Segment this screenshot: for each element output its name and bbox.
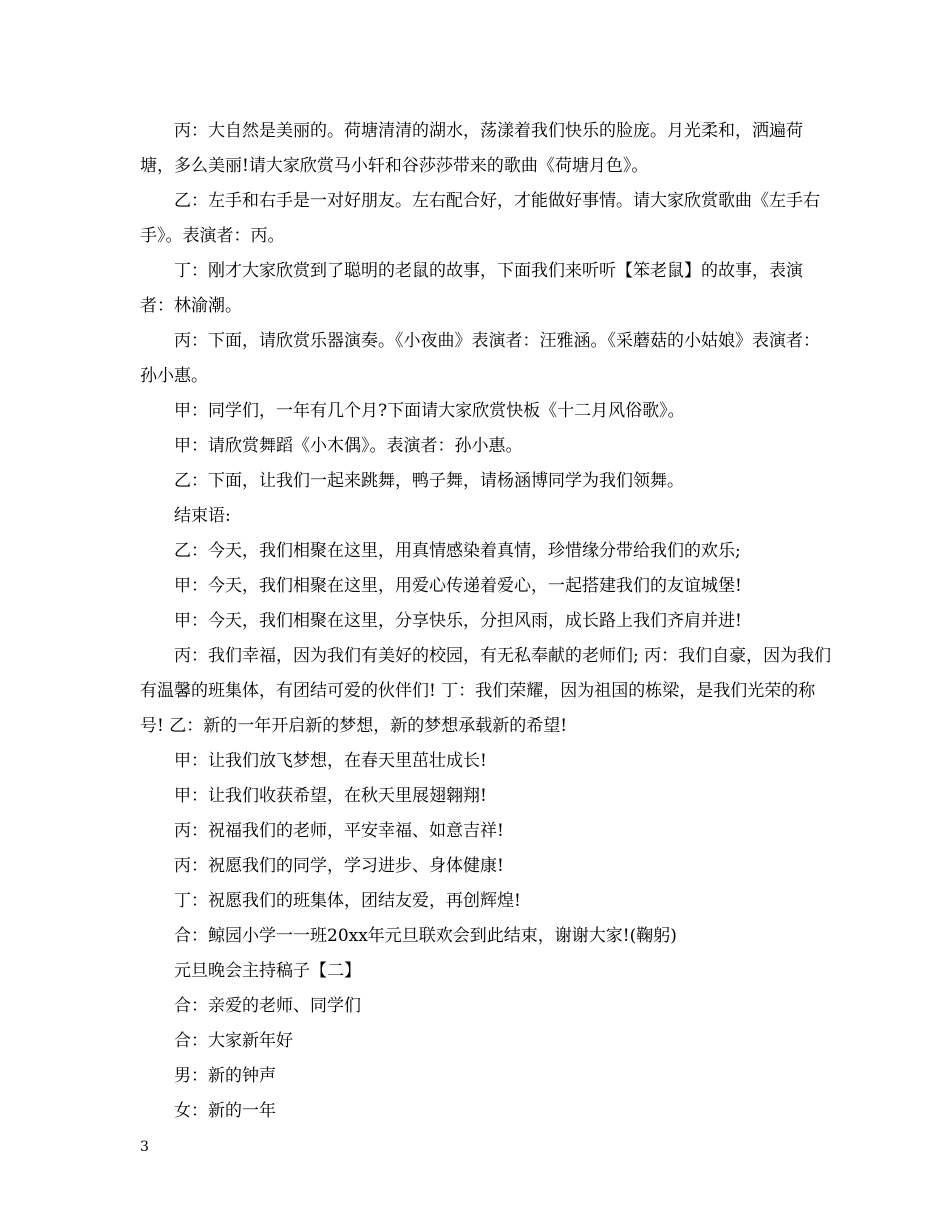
paragraph: 合：亲爱的老师、同学们: [174, 996, 361, 1016]
paragraph: 乙：左手和右手是一对好朋友。左右配合好，才能做好事情。请大家欣赏歌曲《左手右手》。表演者：丙。: [140, 191, 820, 246]
paragraph: 丙：我们幸福，因为我们有美好的校园，有无私奉献的老师们; 丙：我们自豪，因为我们有温馨的班集体，有团结可爱的伙伴们! 丁：我们荣耀，因为祖国的栋梁，是我们光荣的称号! 乙：新的一年开启新的梦想，新的梦想承载新的希望!: [140, 646, 832, 736]
page-number: 3: [140, 1139, 149, 1155]
paragraph: 合：大家新年好: [174, 1031, 293, 1051]
paragraph: 合：鲸园小学一一班20xx年元旦联欢会到此结束，谢谢大家!(鞠躬): [174, 926, 677, 946]
paragraph: 男：新的钟声: [174, 1066, 276, 1086]
paragraph: 乙：今天，我们相聚在这里，用真情感染着真情，珍惜缘分带给我们的欢乐;: [174, 541, 741, 561]
paragraph: 甲：请欣赏舞蹈《小木偶》。表演者：孙小惠。: [174, 436, 523, 456]
section-heading-part-two: 元旦晚会主持稿子【二】: [174, 961, 361, 981]
paragraph: 女：新的一年: [174, 1101, 276, 1121]
document-body: [140, 114, 832, 1129]
paragraph: 丁：祝愿我们的班集体，团结友爱，再创辉煌!: [174, 891, 521, 911]
paragraph: 丁：刚才大家欣赏到了聪明的老鼠的故事，下面我们来听听【笨老鼠】的故事，表演者：林渝潮。: [140, 261, 803, 316]
section-heading-closing: 结束语:: [174, 506, 231, 526]
paragraph: 甲：让我们收获希望，在秋天里展翅翱翔!: [174, 786, 487, 806]
paragraph: 丙：大自然是美丽的。荷塘清清的湖水，荡漾着我们快乐的脸庞。月光柔和，洒遍荷塘，多么美丽!请大家欣赏马小轩和谷莎莎带来的歌曲《荷塘月色》。: [140, 121, 803, 176]
paragraph: 丙：下面，请欣赏乐器演奏。《小夜曲》表演者：汪雅涵。《采蘑菇的小姑娘》表演者：孙小惠。: [140, 331, 820, 386]
paragraph: 乙：下面，让我们一起来跳舞，鸭子舞，请杨涵博同学为我们领舞。: [174, 471, 684, 491]
paragraph: 甲：让我们放飞梦想，在春天里茁壮成长!: [174, 751, 487, 771]
paragraph: 丙：祝福我们的老师，平安幸福、如意吉祥!: [174, 821, 504, 841]
paragraph: 甲：同学们，一年有几个月?下面请大家欣赏快板《十二月风俗歌》。: [174, 401, 685, 421]
paragraph: 甲：今天，我们相聚在这里，用爱心传递着爱心，一起搭建我们的友谊城堡!: [174, 576, 742, 596]
paragraph: 甲：今天，我们相聚在这里，分享快乐，分担风雨，成长路上我们齐肩并进!: [174, 611, 742, 631]
paragraph: 丙：祝愿我们的同学，学习进步、身体健康!: [174, 856, 504, 876]
